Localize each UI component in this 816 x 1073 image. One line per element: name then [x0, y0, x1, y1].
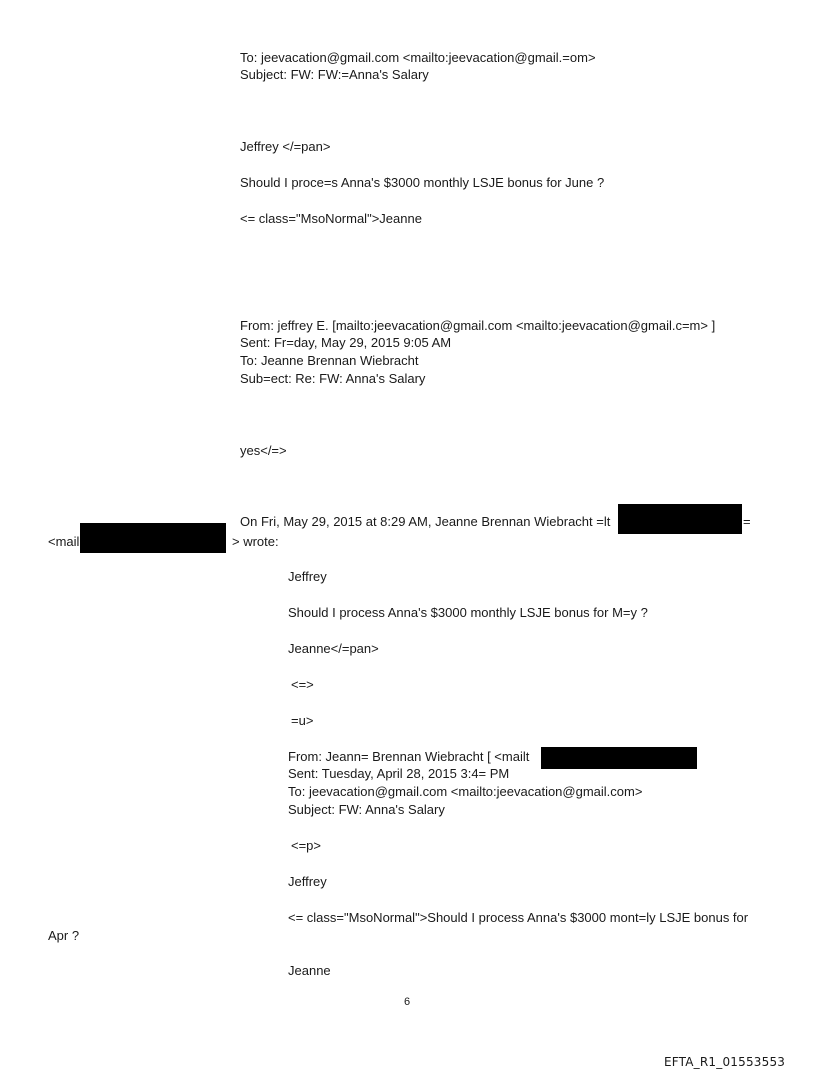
quote1-question: Should I process Anna's $3000 monthly LSJE bonus for M=y ? — [288, 605, 648, 620]
page-number: 6 — [404, 996, 411, 1008]
quote2-subject: Subject: FW: Anna's Salary — [288, 802, 445, 817]
quote2-to: To: jeevacation@gmail.com <mailto:jeevacation@gmail.com> — [288, 784, 643, 799]
quote1-tag: =u> — [291, 713, 314, 728]
quote2-question: <= class="MsoNormal">Should I process Anna's $3000 mont=ly LSJE bonus for — [288, 910, 749, 925]
redaction-box — [618, 504, 742, 534]
quote2-greeting: Jeffrey — [288, 874, 327, 889]
quote2-sent: Sent: Tuesday, April 28, 2015 3:4= PM — [288, 766, 510, 781]
quote1-intro-tail: = — [743, 514, 751, 529]
msg1-signature: <= class="MsoNormal">Jeanne — [240, 211, 422, 226]
msg2-sent: Sent: Fr=day, May 29, 2015 9:05 AM — [240, 335, 452, 350]
redaction-box — [80, 523, 226, 553]
quote2-tag: <=p> — [291, 838, 322, 853]
quote2-question-wrap: Apr ? — [48, 928, 80, 943]
header-subject: Subject: FW: FW:=Anna's Salary — [240, 67, 429, 82]
quote1-tag: <=> — [291, 677, 314, 692]
msg2-subject: Sub=ect: Re: FW: Anna's Salary — [240, 371, 426, 386]
quote2-from: From: Jeann= Brennan Wiebracht [ <mailt — [288, 749, 530, 764]
quote1-signature: Jeanne</=pan> — [288, 641, 379, 656]
quote1-greeting: Jeffrey — [288, 569, 327, 584]
quote1-wrote: > wrote: — [232, 534, 279, 549]
msg1-greeting: Jeffrey </=pan> — [240, 139, 331, 154]
quote2-signature: Jeanne — [288, 963, 331, 978]
msg2-to: To: Jeanne Brennan Wiebracht — [240, 353, 419, 368]
quote1-intro: On Fri, May 29, 2015 at 8:29 AM, Jeanne Brennan Wiebracht =lt — [240, 514, 611, 529]
msg1-question: Should I proce=s Anna's $3000 monthly LSJE bonus for June ? — [240, 175, 605, 190]
quote1-mail-prefix: <mail — [48, 534, 80, 549]
msg2-body: yes</=> — [240, 443, 287, 458]
redaction-box — [541, 747, 697, 769]
header-to: To: jeevacation@gmail.com <mailto:jeevacation@gmail.=om> — [240, 50, 596, 65]
bates-number: EFTA_R1_01553553 — [664, 1055, 786, 1069]
msg2-from: From: jeffrey E. [mailto:jeevacation@gmail.com <mailto:jeevacation@gmail.c=m> ] — [240, 318, 716, 333]
